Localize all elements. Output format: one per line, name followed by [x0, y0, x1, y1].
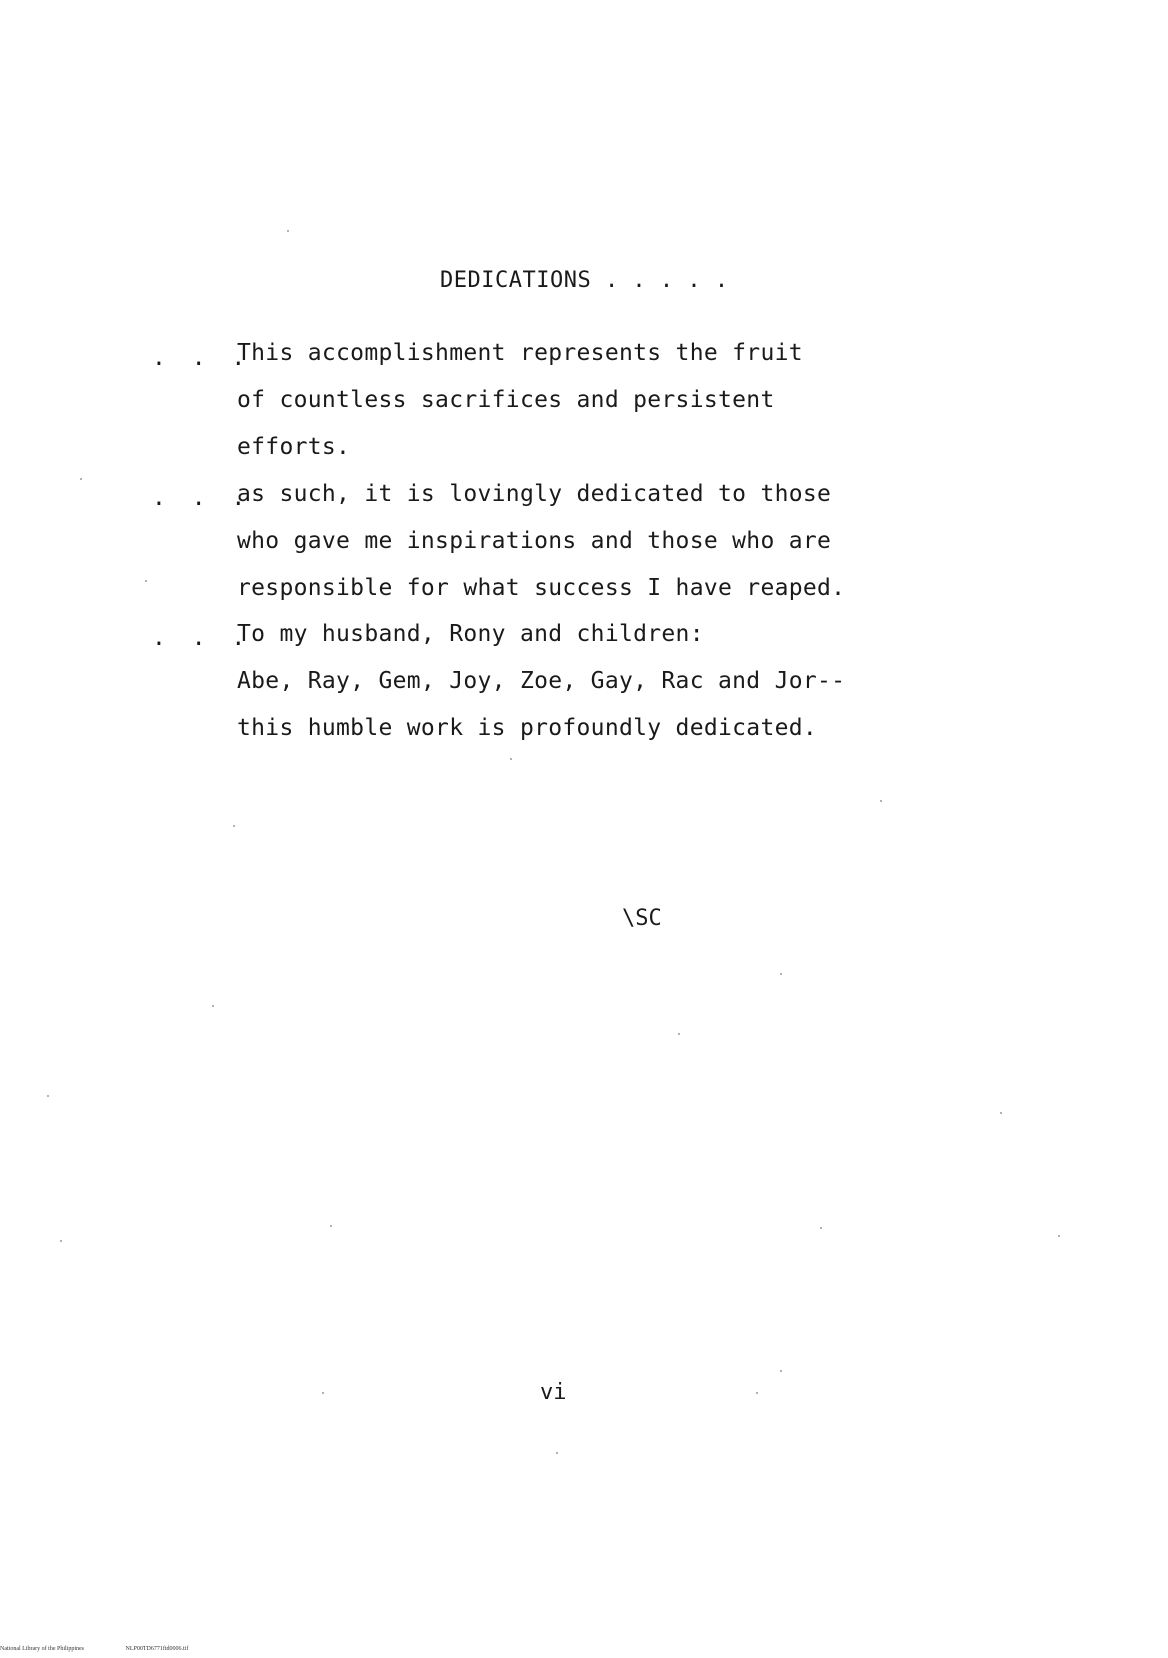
scan-speck	[80, 478, 82, 480]
scan-speck	[1000, 1112, 1002, 1114]
scan-speck	[780, 973, 782, 975]
scan-speck	[510, 758, 512, 760]
scan-speck	[145, 580, 147, 582]
scan-speck	[556, 1452, 558, 1454]
page-number: vi	[540, 1380, 567, 1405]
scan-speck	[322, 1392, 324, 1394]
scan-speck	[1058, 1235, 1060, 1237]
page-title: DEDICATIONS . . . . .	[440, 268, 729, 293]
scan-speck	[756, 1392, 758, 1394]
footer-file-id: NLP00TD6771ftd0006.tif	[125, 1646, 189, 1652]
paragraph-1-line-1: This accomplishment represents the fruit	[237, 340, 803, 366]
paragraph-2-lead: . . .	[152, 485, 252, 511]
paragraph-3-line-2: Abe, Ray, Gem, Joy, Zoe, Gay, Rac and Jor--	[237, 668, 846, 694]
scan-speck	[47, 1095, 49, 1097]
paragraph-3-line-1: To my husband, Rony and children:	[237, 621, 704, 647]
paragraph-3-lead: . . .	[152, 625, 252, 651]
scan-speck	[287, 230, 289, 232]
author-initials: \SC	[622, 906, 662, 931]
scan-footer	[0, 1646, 228, 1652]
paragraph-3-line-3: this humble work is profoundly dedicated.	[237, 715, 818, 741]
scan-speck	[330, 1225, 332, 1227]
scan-speck	[212, 1005, 214, 1007]
footer-library: National Library of the Philippines	[0, 1646, 84, 1652]
paragraph-2-line-1: as such, it is lovingly dedicated to those	[237, 481, 832, 507]
paragraph-1-lead: . . .	[152, 345, 252, 371]
paragraph-1-line-2: of countless sacrifices and persistent	[237, 387, 775, 413]
paragraph-2-line-2: who gave me inspirations and those who are	[237, 528, 832, 554]
scan-speck	[880, 800, 882, 802]
paragraph-1-line-3: efforts.	[237, 434, 351, 460]
scan-speck	[820, 1227, 822, 1229]
paragraph-2-line-3: responsible for what success I have reaped.	[237, 575, 846, 601]
scan-speck	[678, 1033, 680, 1035]
scan-speck	[780, 1370, 782, 1372]
scan-speck	[60, 1240, 62, 1242]
scan-speck	[233, 825, 235, 827]
